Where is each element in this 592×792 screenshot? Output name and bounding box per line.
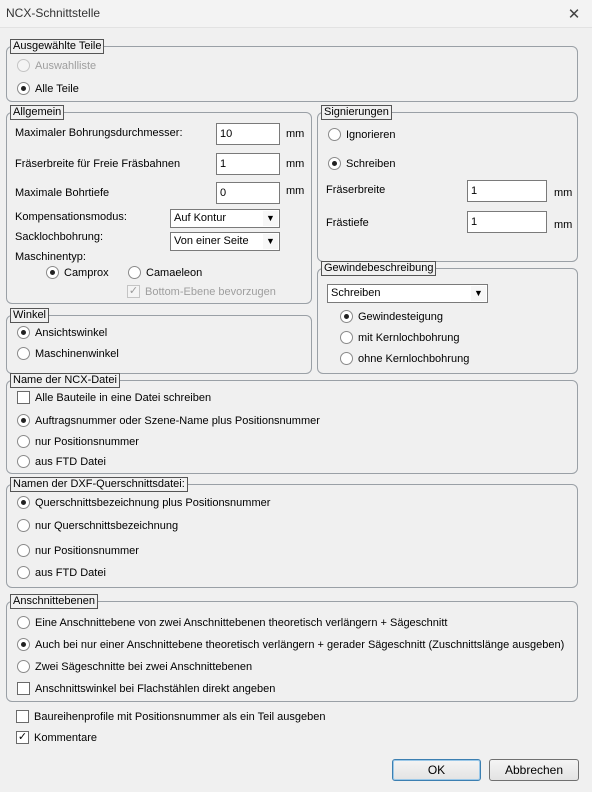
radio-label: Auch bei nur einer Anschnittebene theoretisch verlängern + gerader Sägeschnitt (Zuschnittslänge ausgeben) — [35, 638, 565, 651]
dropdown-arrow-icon[interactable]: ▼ — [263, 234, 278, 249]
group-dxf-querschnittsdatei — [6, 478, 578, 588]
max-bohrtiefe-input[interactable]: 0 — [216, 182, 280, 204]
radio-maschinenwinkel[interactable] — [17, 347, 119, 360]
radio-auftragsnummer[interactable] — [17, 414, 320, 427]
checkmark-icon: ✓ — [17, 731, 28, 743]
group-legend: Winkel — [10, 308, 49, 323]
dropdown-arrow-icon[interactable]: ▼ — [263, 211, 278, 226]
checkbox-box — [16, 710, 29, 723]
group-anschnittebenen — [6, 595, 578, 702]
checkbox-baureihenprofile[interactable] — [16, 710, 325, 723]
kompensationsmodus-label: Kompensationsmodus: — [15, 211, 127, 223]
unit-mm: mm — [286, 158, 305, 170]
window-title: NCX-Schnittstelle — [6, 6, 101, 20]
radio-indicator — [17, 326, 30, 339]
kompensationsmodus-select[interactable] — [170, 209, 280, 228]
radio-indicator — [17, 59, 30, 72]
radio-nur-querschnitt[interactable] — [17, 519, 178, 532]
radio-label: Eine Anschnittebene von zwei Anschnittebenen theoretisch verlängern + Sägeschnitt — [35, 616, 448, 629]
radio-indicator — [17, 544, 30, 557]
radio-label: Camaeleon — [146, 266, 203, 279]
radio-indicator — [340, 331, 353, 344]
radio-label: nur Positionsnummer — [35, 544, 139, 557]
max-bohrung-label: Maximaler Bohrungsdurchmesser: — [15, 127, 183, 139]
radio-indicator — [128, 266, 141, 279]
group-ncx-datei — [6, 374, 578, 474]
group-legend: Signierungen — [321, 105, 392, 120]
fraeserbreite-frei-label: Fräserbreite für Freie Fräsbahnen — [15, 158, 181, 170]
radio-schreiben[interactable] — [328, 157, 396, 170]
radio-label: Alle Teile — [35, 82, 79, 95]
radio-label: Ignorieren — [346, 128, 396, 141]
ok-button[interactable]: OK — [392, 759, 481, 781]
checkbox-label: Anschnittswinkel bei Flachstählen direkt angeben — [35, 682, 276, 695]
radio-indicator — [328, 128, 341, 141]
unit-mm: mm — [286, 185, 305, 197]
group-legend: Allgemein — [10, 105, 64, 120]
radio-label: Auswahlliste — [35, 59, 97, 72]
radio-indicator — [17, 455, 30, 468]
radio-querschnitt-plus-pos[interactable] — [17, 496, 270, 509]
checkbox-label: Kommentare — [34, 731, 97, 744]
unit-mm: mm — [554, 187, 573, 199]
radio-label: aus FTD Datei — [35, 566, 106, 579]
radio-label: ohne Kernlochbohrung — [358, 352, 470, 365]
radio-indicator — [17, 414, 30, 427]
radio-label: Auftragsnummer oder Szene-Name plus Positionsnummer — [35, 414, 320, 427]
radio-label: Gewindesteigung — [358, 310, 444, 323]
select-value: Auf Kontur — [174, 212, 226, 224]
radio-label: aus FTD Datei — [35, 455, 106, 468]
abbrechen-button[interactable]: Abbrechen — [489, 759, 579, 781]
radio-indicator — [340, 352, 353, 365]
radio-label: Zwei Sägeschnitte bei zwei Anschnittebenen — [35, 660, 253, 673]
radio-anschnitt-opt1[interactable] — [17, 616, 447, 629]
select-value: Von einer Seite — [174, 235, 249, 247]
radio-indicator — [17, 435, 30, 448]
radio-gewindesteigung[interactable] — [340, 310, 443, 323]
checkbox-box — [17, 682, 30, 695]
radio-dxf-aus-ftd[interactable] — [17, 566, 106, 579]
group-signierungen — [317, 106, 578, 262]
radio-indicator — [17, 566, 30, 579]
radio-indicator — [340, 310, 353, 323]
checkbox-bottom-ebene[interactable] — [127, 285, 276, 298]
checkbox-alle-bauteile[interactable] — [17, 391, 211, 404]
group-allgemein — [6, 106, 312, 304]
sacklochbohrung-label: Sacklochbohrung: — [15, 231, 104, 243]
radio-ignorieren[interactable] — [328, 128, 396, 141]
radio-indicator — [17, 638, 30, 651]
group-legend: Namen der DXF-Querschnittsdatei: — [10, 477, 188, 492]
fraestiefe-label: Frästiefe — [326, 217, 369, 229]
max-bohrung-input[interactable]: 10 — [216, 123, 280, 145]
max-bohrtiefe-label: Maximale Bohrtiefe — [15, 187, 110, 199]
radio-label: nur Positionsnummer — [35, 435, 139, 448]
select-value: Schreiben — [331, 287, 381, 299]
radio-nur-positionsnummer[interactable] — [17, 435, 139, 448]
radio-mit-kernlochbohrung[interactable] — [340, 331, 460, 344]
radio-label: Camprox — [64, 266, 109, 279]
checkbox-kommentare[interactable] — [16, 731, 97, 744]
title-bar — [0, 0, 592, 28]
group-ausgewaehlte-teile — [6, 40, 578, 102]
radio-label: Querschnittsbezeichnung plus Positionsnummer — [35, 496, 271, 509]
unit-mm: mm — [286, 128, 305, 140]
checkmark-icon: ✓ — [128, 285, 139, 297]
radio-anschnitt-opt3[interactable] — [17, 660, 252, 673]
radio-alle-teile[interactable] — [17, 82, 79, 95]
fraeserbreite-label: Fräserbreite — [326, 184, 386, 196]
radio-label: mit Kernlochbohrung — [358, 331, 460, 344]
checkbox-anschnittswinkel[interactable] — [17, 682, 275, 695]
sacklochbohrung-select[interactable] — [170, 232, 280, 251]
radio-aus-ftd-datei[interactable] — [17, 455, 106, 468]
unit-mm: mm — [554, 219, 573, 231]
group-winkel — [6, 309, 312, 374]
radio-indicator — [17, 616, 30, 629]
radio-indicator — [17, 82, 30, 95]
radio-auswahlliste[interactable] — [17, 59, 96, 72]
group-legend: Anschnittebenen — [10, 594, 98, 609]
fraeserbreite-input[interactable]: 1 — [467, 180, 547, 202]
radio-label: Ansichtswinkel — [35, 326, 108, 339]
radio-anschnitt-opt2[interactable] — [17, 638, 564, 651]
radio-label: Schreiben — [346, 157, 396, 170]
radio-indicator — [328, 157, 341, 170]
dropdown-arrow-icon[interactable]: ▼ — [471, 286, 486, 301]
radio-label: Maschinenwinkel — [35, 347, 119, 360]
fraestiefe-input[interactable]: 1 — [467, 211, 547, 233]
radio-indicator — [17, 496, 30, 509]
checkbox-label: Bottom-Ebene bevorzugen — [145, 285, 276, 298]
fraeserbreite-frei-input[interactable]: 1 — [216, 153, 280, 175]
close-icon[interactable]: ✕ — [567, 6, 581, 23]
radio-ohne-kernlochbohrung[interactable] — [340, 352, 469, 365]
group-legend: Ausgewählte Teile — [10, 39, 104, 54]
checkbox-box — [17, 391, 30, 404]
group-legend: Name der NCX-Datei — [10, 373, 120, 388]
radio-indicator — [17, 519, 30, 532]
radio-camaeleon[interactable] — [128, 266, 202, 279]
radio-indicator — [17, 347, 30, 360]
radio-ansichtswinkel[interactable] — [17, 326, 107, 339]
radio-indicator — [46, 266, 59, 279]
group-legend: Gewindebeschreibung — [321, 261, 436, 276]
radio-indicator — [17, 660, 30, 673]
checkbox-label: Alle Bauteile in eine Datei schreiben — [35, 391, 212, 404]
radio-camprox[interactable] — [46, 266, 109, 279]
checkbox-label: Baureihenprofile mit Positionsnummer als ein Teil ausgeben — [34, 710, 326, 723]
maschinentyp-label: Maschinentyp: — [15, 251, 86, 263]
radio-label: nur Querschnittsbezeichnung — [35, 519, 179, 532]
group-gewindebeschreibung — [317, 262, 578, 374]
gewinde-select[interactable] — [327, 284, 488, 303]
radio-dxf-nur-positionsnummer[interactable] — [17, 544, 139, 557]
